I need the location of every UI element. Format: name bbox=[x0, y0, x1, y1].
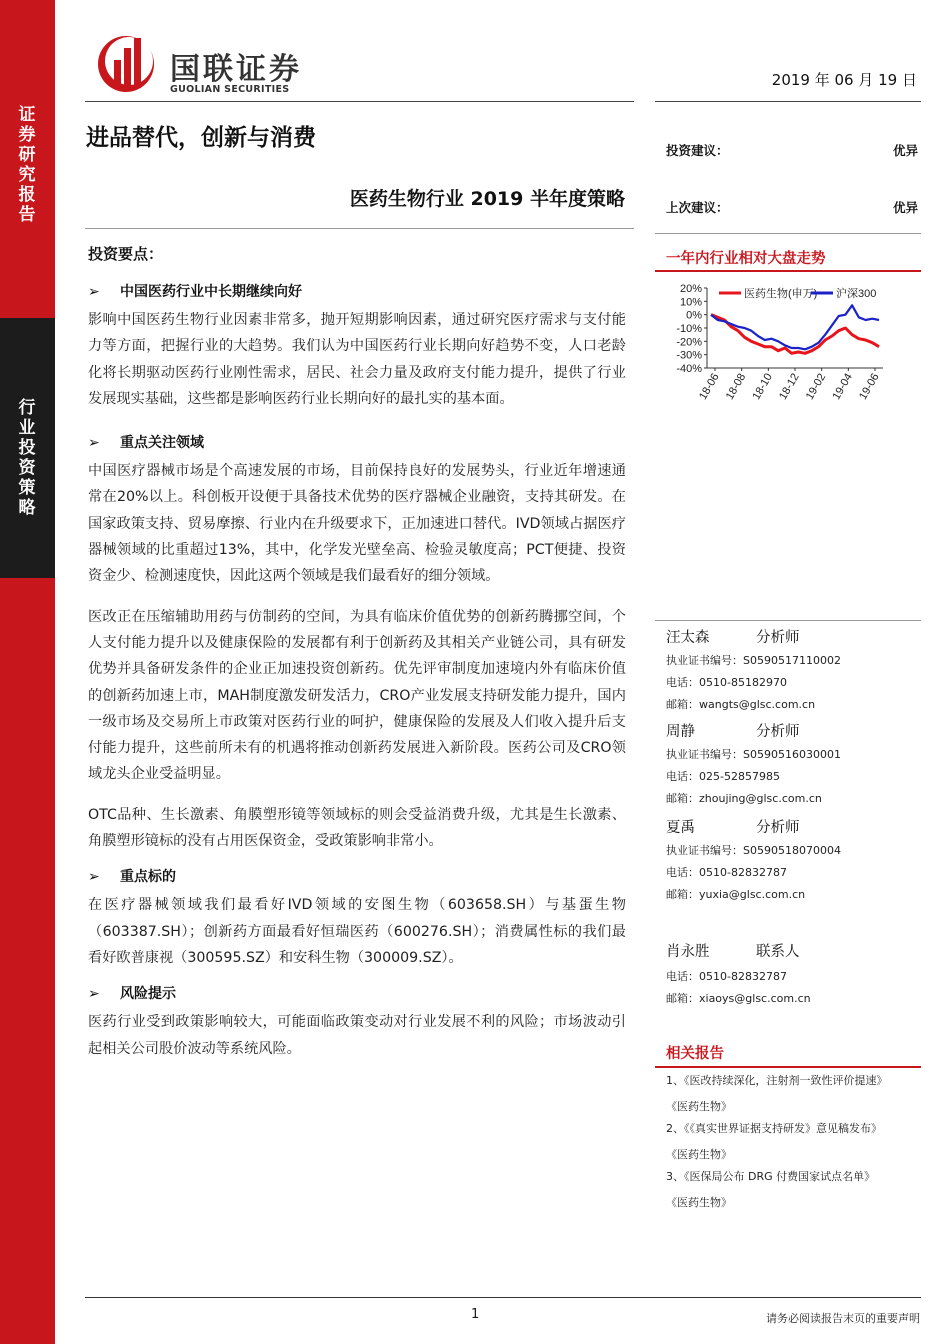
y-tick-label: -40% bbox=[676, 363, 702, 375]
contact-role: 联系人 bbox=[756, 944, 800, 960]
section-outlook bbox=[88, 281, 626, 412]
bullet-arrow-icon: ➢ bbox=[88, 284, 100, 300]
email-link[interactable]: wangts@glsc.com.cn bbox=[699, 698, 816, 711]
rating-previous-value: 优异 bbox=[892, 200, 918, 215]
report-title: 进品替代，创新与消费 bbox=[86, 125, 316, 151]
related-report-source: 《医药生物》 bbox=[666, 1196, 732, 1209]
email-link[interactable]: xiaoys@glsc.com.cn bbox=[699, 992, 811, 1005]
report-subtitle: 医药生物行业 2019 半年度策略 bbox=[349, 188, 625, 210]
contact-name: 肖永胜 bbox=[666, 944, 710, 960]
x-tick-label: 19-02 bbox=[803, 371, 829, 402]
phone-label: 电话： bbox=[666, 866, 699, 879]
chart-legend bbox=[719, 286, 876, 300]
relative-performance-chart bbox=[655, 280, 921, 425]
cert-number: S0590518070004 bbox=[743, 844, 841, 857]
rating-current-label: 投资建议： bbox=[666, 143, 729, 158]
analyst-name: 夏禹 bbox=[666, 820, 695, 836]
email-label: 邮箱： bbox=[666, 698, 699, 711]
analyst-role: 分析师 bbox=[756, 820, 800, 836]
email-label: 邮箱： bbox=[666, 792, 699, 805]
bullet-arrow-icon: ➢ bbox=[88, 869, 100, 886]
section-heading-text: 中国医药行业中长期继续向好 bbox=[120, 284, 302, 300]
related-report-title[interactable]: 2、《《真实世界证据支持研发》意见稿发布》 bbox=[666, 1122, 882, 1135]
related-report-item[interactable] bbox=[666, 1168, 921, 1216]
email-link[interactable]: zhoujing@glsc.com.cn bbox=[699, 792, 822, 805]
section-heading bbox=[88, 432, 626, 452]
footer-rule bbox=[85, 1297, 921, 1298]
footer-disclaimer: 请务必阅读报告末页的重要声明 bbox=[766, 1312, 920, 1325]
sidebar-bottom-band bbox=[0, 578, 55, 1344]
rating-previous-label: 上次建议： bbox=[666, 200, 729, 215]
section-paragraph: 中国医疗器械市场是个高速发展的市场，目前保持良好的发展势头，行业近年增速通常在20%以上。科创板开设便于具备技术优势的医疗器械企业融资，支持其研发。在国家政策支持、贸易摩擦、行业内在升级要求下，正加速进口替代。IVD领域占据医疗器械领域的比重超过13%，其中，化学发光壁垒高、检验灵敏度高；PCT便捷、投资资金少、检测速度快，因此这两个领域是我们最看好的细分领域。 bbox=[88, 463, 626, 585]
analyst-rule bbox=[655, 620, 921, 621]
sidebar-category-label: 行业投资策略 bbox=[18, 398, 36, 518]
related-report-title[interactable]: 1、《医改持续深化，注射剂一致性评价提速》 bbox=[666, 1074, 888, 1087]
phone-number: 0510-82832787 bbox=[699, 970, 787, 983]
series-line-1 bbox=[711, 305, 879, 349]
section-heading bbox=[88, 866, 626, 886]
brand-name-en: GUOLIAN SECURITIES bbox=[170, 84, 290, 95]
analyst-role: 分析师 bbox=[756, 630, 800, 646]
main-content bbox=[88, 281, 626, 1062]
section-paragraph: OTC品种、生长激素、角膜塑形镜等领域标的则会受益消费升级，尤其是生长激素、角膜塑形镜标的没有占用医保资金，受政策影响非常小。 bbox=[88, 806, 626, 850]
y-tick-label: -30% bbox=[676, 349, 702, 362]
key-points-heading: 投资要点： bbox=[88, 245, 164, 263]
phone-label: 电话： bbox=[666, 770, 699, 783]
y-tick-label: 20% bbox=[679, 283, 702, 295]
x-tick-label: 18-12 bbox=[777, 371, 802, 402]
x-tick-label: 18-06 bbox=[697, 371, 722, 402]
rating-rule bbox=[655, 233, 921, 234]
y-tick-label: 0% bbox=[686, 309, 702, 322]
email-link[interactable]: yuxia@glsc.com.cn bbox=[699, 888, 806, 901]
analyst-role: 分析师 bbox=[756, 724, 800, 740]
sidebar-report-type-label: 证券研究报告 bbox=[18, 105, 36, 225]
header-rule-right bbox=[655, 101, 921, 102]
related-reports-list bbox=[666, 1072, 921, 1216]
report-date: 2019 年 06 月 19 日 bbox=[771, 71, 917, 89]
section-focus-areas bbox=[88, 432, 626, 854]
section-paragraph: 医改正在压缩辅助用药与仿制药的空间，为具有临床价值优势的创新药腾挪空间，个人支付能力提升以及健康保险的发展都有利于创新药及其相关产业链公司，具有研发优势并具备研发条件的企业正加速投资创新药。优先评审制度加速境内外有临床价值的创新药加速上市，MAH制度激发研发活力，CRO产业发展支持研发能力提升，国内一级市场及交易所上市政策对医药行业的呵护，健康保险的发展及人们收入提升后支付能力提升，这些前所未有的机遇将推动创新药发展进入新阶段。医药公司及CRO领域龙头企业受益明显。 bbox=[88, 608, 626, 783]
cert-label: 执业证书编号： bbox=[666, 748, 743, 761]
x-tick-label: 18-08 bbox=[723, 371, 749, 402]
section-paragraph: 影响中国医药生物行业因素非常多，抛开短期影响因素，通过研究医疗需求与支付能力等方面，把握行业的大趋势。我们认为中国医药行业长期向好趋势不变，人口老龄化将长期驱动医药行业刚性需求，居民、社会力量及政府支付能力提升，提供了行业发展现实基础，这些都是影响医药行业长期向好的最扎实的基本面。 bbox=[88, 312, 626, 407]
related-reports-heading: 相关报告 bbox=[666, 1046, 724, 1062]
chart-heading-rule bbox=[655, 270, 921, 272]
legend-label: 医药生物(申万) bbox=[744, 288, 818, 300]
analyst-card bbox=[666, 816, 921, 908]
phone-label: 电话： bbox=[666, 970, 699, 983]
chart-heading: 一年内行业相对大盘走势 bbox=[666, 251, 826, 267]
y-tick-label: -10% bbox=[676, 323, 702, 335]
section-heading bbox=[88, 281, 626, 301]
section-heading bbox=[88, 983, 626, 1003]
section-paragraph: 在医疗器械领域我们最看好IVD领域的安图生物（603658.SH）与基蛋生物（603387.SH）；创新药方面最看好恒瑞医药（600276.SH）；消费属性标的我们最看好欧普康视（300595.SZ）和安科生物（300009.SZ）。 bbox=[88, 897, 626, 966]
email-label: 邮箱： bbox=[666, 992, 699, 1005]
analyst-name: 周静 bbox=[666, 724, 695, 740]
phone-number: 025-52857985 bbox=[699, 770, 780, 783]
bullet-arrow-icon: ➢ bbox=[88, 986, 100, 1003]
section-paragraph: 医药行业受到政策影响较大，可能面临政策变动对行业发展不利的风险；市场波动引起相关公司股价波动等系统风险。 bbox=[88, 1014, 626, 1057]
section-heading-text: 风险提示 bbox=[120, 986, 176, 1003]
analyst-name: 汪太森 bbox=[666, 630, 710, 646]
y-tick-label: -20% bbox=[676, 336, 702, 349]
x-tick-label: 19-06 bbox=[857, 371, 882, 402]
bullet-arrow-icon: ➢ bbox=[88, 435, 100, 452]
related-report-source: 《医药生物》 bbox=[666, 1100, 732, 1113]
page-number: 1 bbox=[471, 1307, 480, 1322]
x-tick-label: 18-10 bbox=[750, 371, 775, 402]
header-rule-left bbox=[85, 101, 634, 102]
rating-current-value: 优异 bbox=[892, 143, 918, 158]
related-report-item[interactable] bbox=[666, 1072, 921, 1120]
cert-number: S0590517110002 bbox=[743, 654, 841, 667]
related-reports-rule bbox=[655, 1066, 921, 1068]
section-key-stocks bbox=[88, 866, 626, 971]
cert-label: 执业证书编号： bbox=[666, 654, 743, 667]
brand-name-cn: 国联证券 bbox=[170, 52, 302, 87]
section-heading-text: 重点关注领域 bbox=[120, 435, 204, 452]
legend-label: 沪深300 bbox=[836, 288, 877, 300]
related-report-title[interactable]: 3、《医保局公布 DRG 付费国家试点名单》 bbox=[666, 1170, 876, 1183]
phone-number: 0510-85182970 bbox=[699, 676, 787, 689]
cert-number: S0590516030001 bbox=[743, 748, 841, 761]
email-label: 邮箱： bbox=[666, 888, 699, 901]
title-rule bbox=[85, 228, 634, 229]
section-risks bbox=[88, 983, 626, 1062]
y-tick-label: 10% bbox=[679, 296, 702, 309]
cert-label: 执业证书编号： bbox=[666, 844, 743, 857]
related-report-source: 《医药生物》 bbox=[666, 1148, 732, 1161]
phone-label: 电话： bbox=[666, 676, 699, 689]
analyst-card bbox=[666, 720, 921, 812]
contact-card bbox=[666, 940, 921, 1012]
phone-number: 0510-82832787 bbox=[699, 866, 787, 879]
related-report-item[interactable] bbox=[666, 1120, 921, 1168]
company-logo bbox=[92, 26, 162, 96]
section-heading-text: 重点标的 bbox=[120, 869, 176, 886]
x-tick-label: 19-04 bbox=[830, 371, 855, 402]
analyst-card bbox=[666, 626, 921, 718]
chart-lines bbox=[711, 305, 879, 353]
